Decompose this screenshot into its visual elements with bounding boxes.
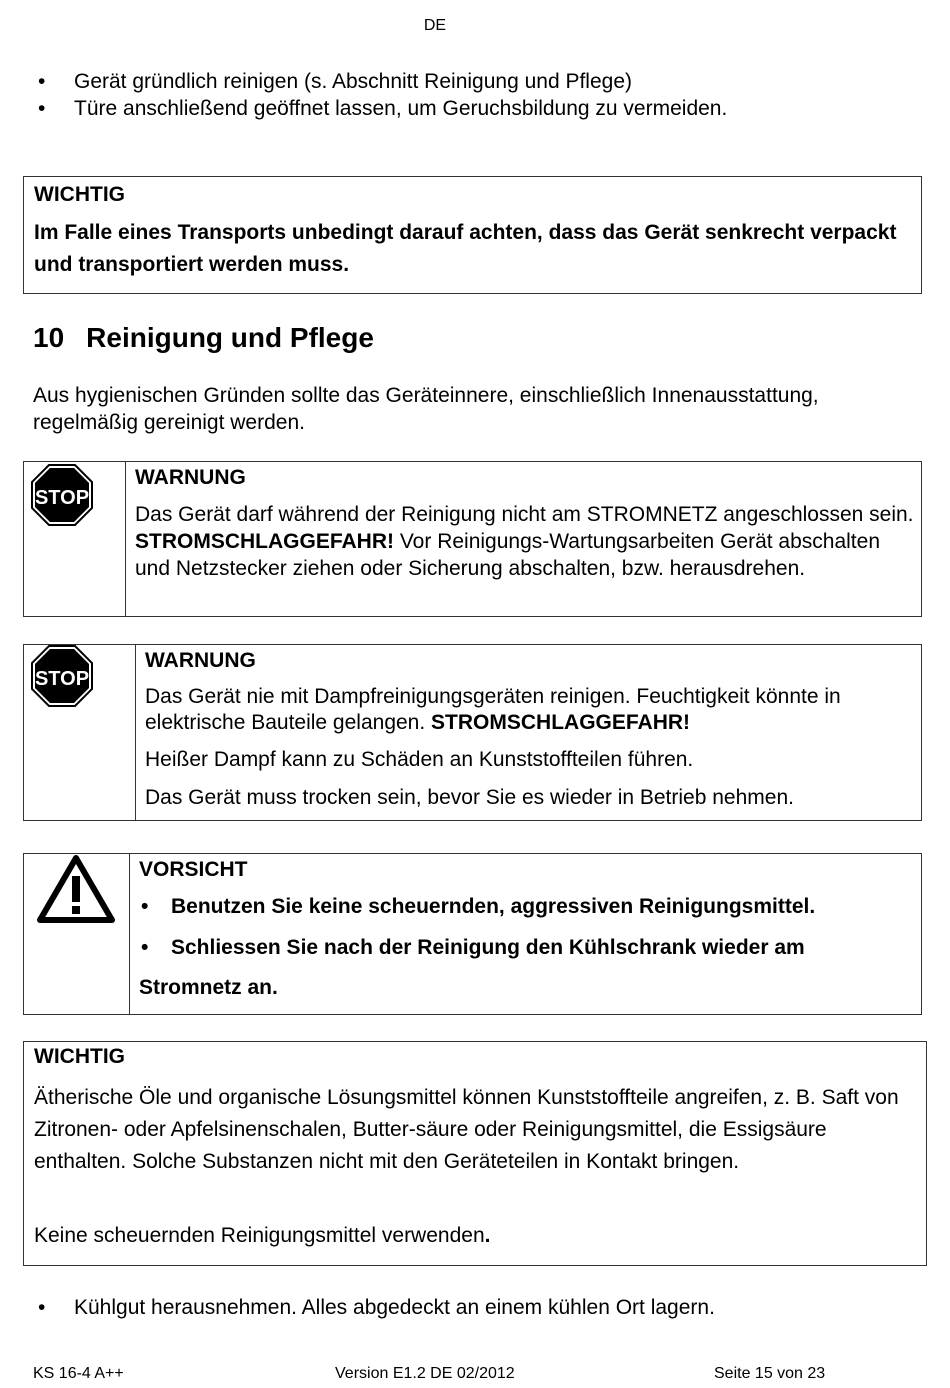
icon-cell: [24, 462, 126, 616]
list-item: • Kühlgut herausnehmen. Alles abgedeckt an einem kühlen Ort lagern.: [0, 1294, 920, 1321]
note-text: Im Falle eines Transports unbedingt darauf achten, dass das Gerät senkrecht verpackt und transportiert werden muss.: [34, 221, 897, 276]
caution-box: [23, 853, 922, 1015]
stop-sign-icon: [30, 463, 94, 527]
important-note-chemicals: [23, 1041, 927, 1266]
list-item: • Türe anschließend geöffnet lassen, um Geruchsbildung zu vermeiden.: [0, 95, 920, 122]
warning-triangle-icon: [36, 854, 116, 926]
note-paragraph-2: Keine scheuernden Reinigungsmittel verwenden.: [34, 1224, 491, 1247]
note-paragraph-1: Ätherische Öle und organische Lösungsmittel können Kunststoffteile angreifen, z. B. Saft von Zitronen- oder Apfelsinenschalen, Butter-säure oder Reinigungsmittel, die Essigsäure enthalten. Solche Substanzen nicht mit den Geräteteilen in Kontakt bringen.: [34, 1086, 899, 1173]
stop-sign-icon: [30, 644, 94, 708]
icon-cell: [24, 854, 130, 1014]
bullet-icon: •: [38, 97, 46, 121]
caution-title: VORSICHT: [139, 858, 248, 881]
warning-content: [135, 464, 915, 582]
top-bullet-list: [0, 68, 920, 123]
warning-content: [145, 647, 915, 811]
bullet-icon: •: [141, 935, 149, 959]
important-note-transport: [23, 176, 922, 294]
bullet-icon: •: [141, 895, 149, 919]
section-intro: Aus hygienischen Gründen sollte das Geräteinnere, einschließlich Innenausstattung, regelmäßig gereinigt werden.: [33, 384, 819, 435]
footer-page-number: Seite 15 von 23: [714, 1365, 826, 1382]
page-header-language: DE: [423, 17, 447, 34]
warning-title: WARNUNG: [135, 466, 246, 489]
bottom-bullet-list: [0, 1294, 920, 1321]
note-title: WICHTIG: [34, 1045, 125, 1068]
footer-version: Version E1.2 DE 02/2012: [335, 1365, 515, 1382]
danger-label: STROMSCHLAGGEFAHR!: [135, 530, 394, 554]
caution-content: [139, 856, 914, 1001]
section-heading: [33, 320, 374, 356]
bullet-icon: •: [38, 70, 46, 93]
svg-text:STOP: STOP: [34, 487, 90, 509]
caution-list: [139, 893, 914, 961]
note-title: WICHTIG: [34, 183, 125, 206]
list-item: • Gerät gründlich reinigen (s. Abschnitt Reinigung und Pflege): [0, 68, 920, 95]
icon-cell: [24, 645, 136, 820]
warning-line-steam: Heißer Dampf kann zu Schäden an Kunststoffteilen führen.: [145, 748, 694, 772]
list-item: • Schliessen Sie nach der Reinigung den Kühlschrank wieder am: [139, 934, 914, 961]
list-item: • Benutzen Sie keine scheuernden, aggressiven Reinigungsmittel.: [139, 893, 914, 920]
warning-line-dry: Das Gerät muss trocken sein, bevor Sie es wieder in Betrieb nehmen.: [145, 785, 794, 809]
warning-text: Das Gerät darf während der Reinigung nicht am STROMNETZ angeschlossen sein. STROMSCHLAGGEFAHR! Vor Reinigungs-Wartungsarbeiten Gerät abschalten und Netzstecker ziehen oder Sicherung abschalten, bzw. herausdrehen.: [135, 503, 914, 581]
caution-item-continuation: Stromnetz an.: [139, 975, 278, 999]
warning-box-power: [23, 461, 922, 617]
warning-box-steam: [23, 644, 922, 821]
warning-text: Das Gerät nie mit Dampfreinigungsgeräten reinigen. Feuchtigkeit könnte in elektrische Bauteile gelangen. STROMSCHLAGGEFAHR!: [145, 685, 841, 735]
section-title: Reinigung und Pflege: [86, 322, 374, 353]
danger-label: STROMSCHLAGGEFAHR!: [431, 711, 691, 735]
bullet-icon: •: [38, 1296, 46, 1319]
warning-title: WARNUNG: [145, 649, 256, 672]
footer-model: KS 16-4 A++: [33, 1365, 124, 1382]
section-number: 10: [33, 322, 65, 353]
svg-text:STOP: STOP: [34, 668, 90, 690]
